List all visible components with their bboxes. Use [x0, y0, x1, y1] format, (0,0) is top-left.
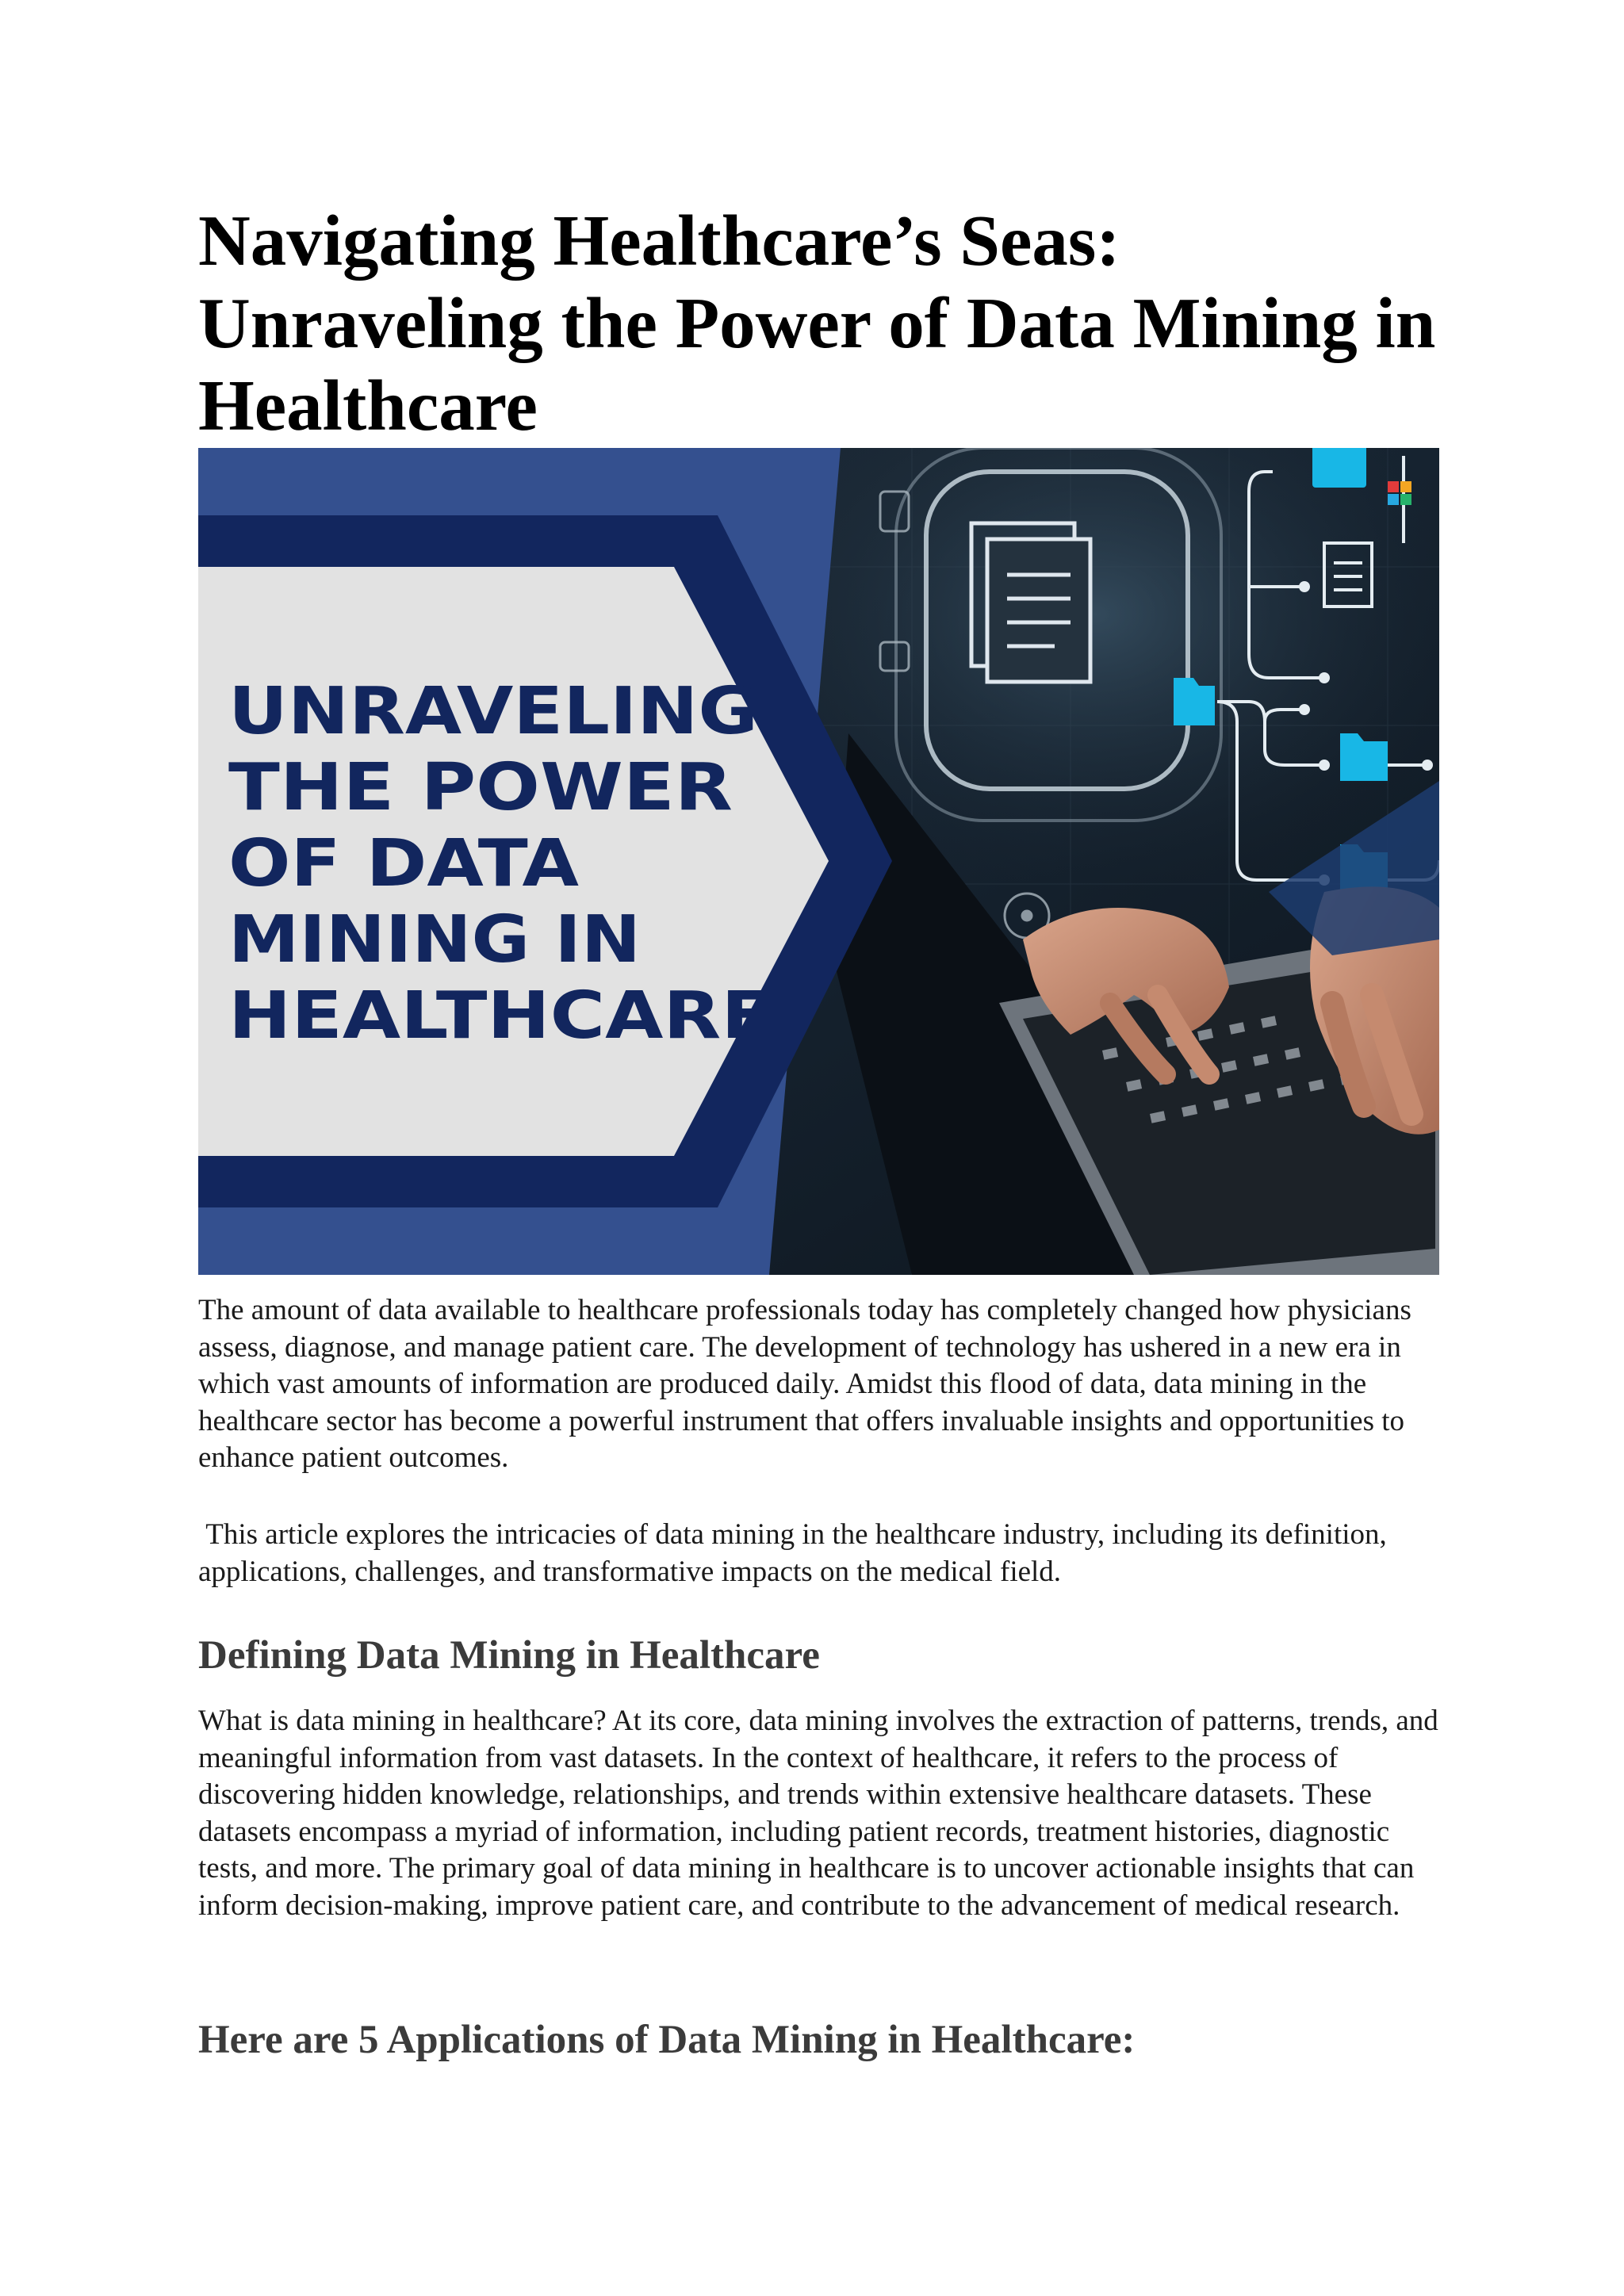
hero-headline-line: OF DATA — [228, 826, 580, 901]
section-heading-definition: Defining Data Mining in Healthcare — [198, 1633, 820, 1678]
hero-headline-line: THE POWER — [228, 750, 733, 825]
section-heading-applications: Here are 5 Applications of Data Mining in Healthcare: — [198, 2018, 1136, 2062]
hero-headline-line: UNRAVELING — [228, 674, 758, 749]
article-title: Navigating Healthcare’s Seas: Unraveling the Power of Data Mining in Healthcare — [198, 201, 1436, 446]
hero-headline-line: HEALTHCARE — [228, 978, 772, 1054]
intro-paragraph: The amount of data available to healthcare professionals today has completely changed how physicians assess, diagnose, and manage patient care. The development of technology has ushered in a new era in which vast amounts of information are produced daily. Amidst this flood of data, data mining in the healthcare sector has become a powerful instrument that offers invaluable insights and opportunities to enhance patient outcomes. — [198, 1294, 1411, 1474]
hero-headline-line: MINING IN — [228, 902, 641, 978]
hero-image — [198, 448, 1439, 1275]
scope-paragraph: This article explores the intricacies of data mining in the healthcare industry, including its definition, applications, challenges, and transformative impacts on the medical field. — [198, 1518, 1395, 1588]
definition-paragraph: What is data mining in healthcare? At its core, data mining involves the extraction of patterns, trends, and meaningful information from vast datasets. In the context of healthcare, it refers to the process of discovering hidden knowledge, relationships, and trends within extensive healthcare datasets. These datasets encompass a myriad of information, including patient records, treatment histories, diagnostic tests, and more. The primary goal of data mining in healthcare is to uncover actionable insights that can inform decision-making, improve patient care, and contribute to the advancement of medical research. — [198, 1705, 1438, 1922]
